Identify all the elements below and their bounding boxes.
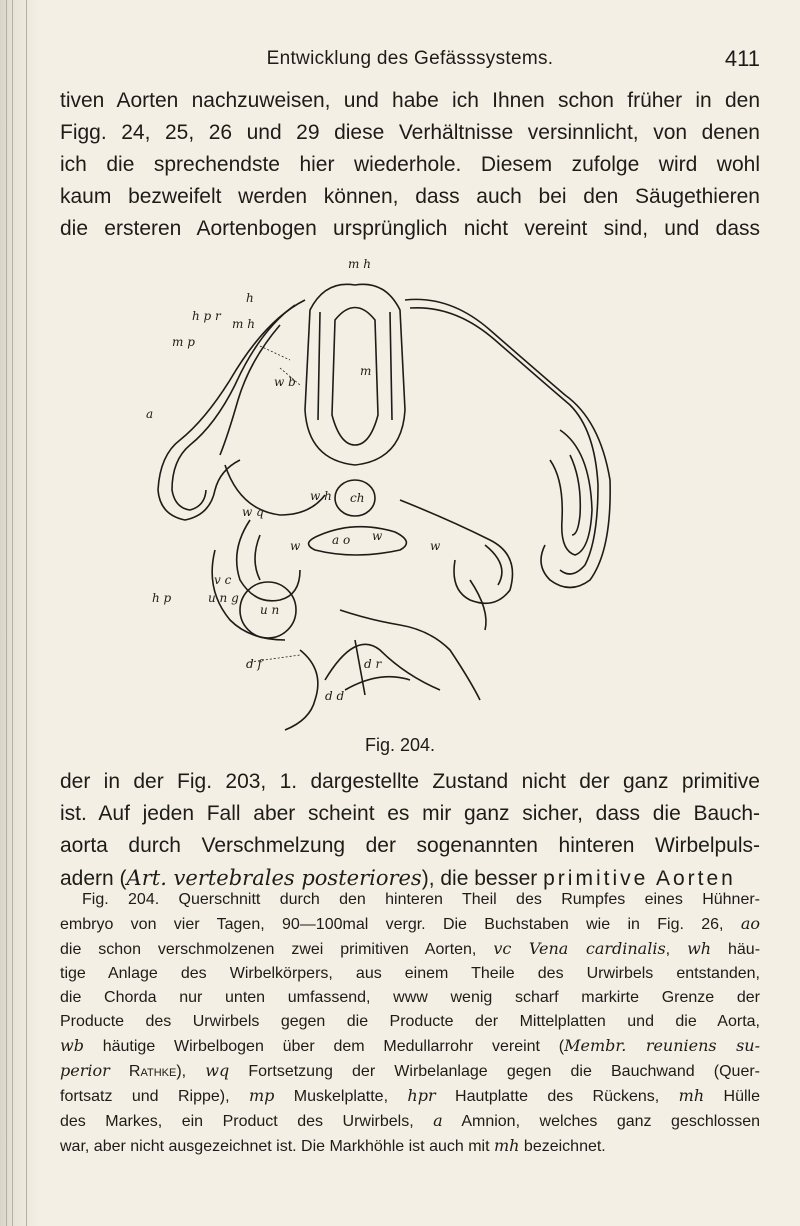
- latin-term: perior: [60, 1061, 110, 1080]
- text-line: tiven Aorten nachzuweisen, und habe ich Ihnen schon früher in den: [60, 89, 760, 112]
- running-title: Entwicklung des Gefässsystems.: [266, 48, 554, 69]
- label-w-right: w: [430, 539, 441, 553]
- paragraph-bottom: [60, 766, 760, 895]
- label-wb: w b: [274, 375, 296, 389]
- text-run: war, aber nicht ausgezeichnet ist. Die Markhöhle ist auch mit: [60, 1138, 494, 1155]
- text-run: die schon verschmolzenen zwei primitiven Aorten,: [60, 941, 494, 958]
- text-line: der in der Fig. 203, 1. dargestellte Zustand nicht der ganz primitive: [60, 770, 760, 793]
- text-run: embryo von vier Tagen, 90—100mal vergr. Die Buchstaben wie in Fig. 26,: [60, 916, 741, 933]
- text-run: Hülle: [704, 1088, 760, 1105]
- label-mp: m p: [172, 335, 195, 349]
- label-un: u n: [260, 603, 280, 617]
- label-hp: h p: [152, 591, 172, 605]
- label-dr: d r: [364, 657, 382, 671]
- text-run: adern (: [60, 867, 127, 890]
- text-line: Figg. 24, 25, 26 und 29 diese Verhältnisse versinnlicht, von denen: [60, 121, 760, 144]
- label-wh: w h: [310, 489, 332, 503]
- label-m: m: [360, 364, 372, 378]
- author-name: Rathke: [109, 1063, 177, 1080]
- label-wq: w q: [242, 505, 264, 519]
- label-ao: a o: [332, 533, 351, 547]
- text-line: ich die sprechendste hier wiederhole. Diesem zufolge wird wohl: [60, 153, 760, 176]
- caption-line: [60, 1084, 760, 1109]
- abbrev: mh: [678, 1086, 705, 1105]
- figure-title: Fig. 204.: [364, 735, 436, 755]
- label-mh-side: m h: [232, 317, 255, 331]
- text-run: ), die besser: [421, 867, 544, 890]
- label-a: a: [146, 407, 154, 421]
- text-line: die ersteren Aortenbogen ursprünglich nicht vereint sind, und dass: [60, 217, 760, 240]
- label-mh-top: m h: [348, 257, 371, 271]
- caption-line: Fig. 204. Querschnitt durch den hinteren Theil des Rumpfes eines Hühner-: [82, 891, 760, 908]
- paragraph-top: [60, 85, 760, 245]
- caption-line: [60, 1059, 760, 1084]
- label-w-mid: w: [372, 529, 383, 543]
- caption-line: [60, 1134, 760, 1159]
- label-dd: d d: [325, 689, 345, 703]
- text-run: ,: [665, 941, 688, 958]
- text-run: häutige Wirbelbogen über dem Medullarrohr vereint (: [83, 1038, 565, 1055]
- caption-line: [60, 1109, 760, 1134]
- text-run: Hautplatte des Rückens,: [435, 1088, 679, 1105]
- text-run: des Markes, ein Product des Urwirbels,: [60, 1113, 434, 1130]
- label-ch: ch: [350, 491, 365, 505]
- text-run: Muskelplatte,: [274, 1088, 408, 1105]
- text-line: kaum bezweifelt werden können, dass auch bei den Säugethieren: [60, 185, 760, 208]
- spaced-emphasis: primitive Aorten: [543, 867, 736, 890]
- text-line: ist. Auf jeden Fall aber scheint es mir ganz sicher, dass die Bauch-: [60, 802, 760, 825]
- label-h: h: [246, 291, 254, 305]
- caption-line: [60, 1034, 760, 1059]
- caption-line: [60, 912, 760, 937]
- caption-line: tige Anlage des Wirbelkörpers, aus einem Theile des Urwirbels entstanden,: [60, 965, 760, 982]
- page-header: [60, 48, 760, 78]
- text-run: Amnion, welches ganz geschlossen: [442, 1113, 760, 1130]
- abbrev: wq: [205, 1061, 230, 1080]
- latin-term: Membr. reuniens su-: [564, 1036, 761, 1055]
- caption-line: [60, 937, 760, 962]
- abbrev: vc Vena cardinalis: [493, 939, 666, 958]
- text-run: häu-: [711, 941, 761, 958]
- caption-line: die Chorda nur unten umfassend, www wenig scharf markirte Grenze der: [60, 989, 760, 1006]
- text-run: fortsatz und Rippe),: [60, 1088, 249, 1105]
- embryo-cross-section-drawing: [146, 250, 630, 710]
- abbrev: hpr: [407, 1086, 436, 1105]
- caption-line: Producte des Urwirbels gegen die Producte der Mittelplatten und die Aorta,: [60, 1013, 760, 1030]
- abbrev: wh: [687, 939, 712, 958]
- label-df: d f: [246, 657, 262, 671]
- abbrev: wb: [60, 1036, 84, 1055]
- label-ung: u n g: [208, 591, 239, 605]
- page-binding-edge: [0, 0, 40, 1226]
- figure-caption: [60, 888, 760, 1159]
- text-run: Fortsetzung der Wirbelanlage gegen die Bauchwand (Quer-: [229, 1063, 761, 1080]
- label-hpr: h p r: [192, 309, 221, 323]
- page-number: 411: [724, 46, 760, 71]
- text-run: bezeichnet.: [519, 1138, 606, 1155]
- abbrev: mh: [493, 1136, 520, 1155]
- abbrev: ao: [740, 914, 760, 933]
- label-vc: v c: [214, 573, 232, 587]
- figure-204-illustration: [146, 250, 630, 710]
- text-line: aorta durch Verschmelzung der sogenannten hinteren Wirbelpuls-: [60, 834, 760, 857]
- latin-term: Art. vertebrales posteriores: [126, 866, 422, 890]
- abbrev: mp: [248, 1086, 275, 1105]
- abbrev: a: [433, 1111, 443, 1130]
- label-w-left: w: [290, 539, 301, 553]
- text-run: ),: [176, 1063, 206, 1080]
